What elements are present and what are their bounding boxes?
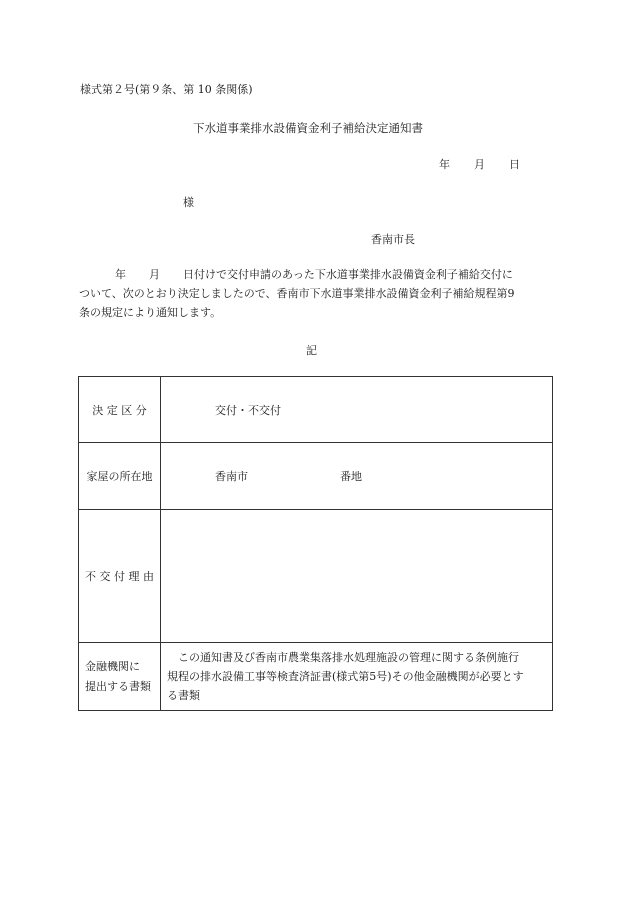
reason-value-cell <box>161 510 553 643</box>
location-city: 香南市 <box>215 470 248 483</box>
documents-label-cell <box>79 643 161 711</box>
date-day: 日 <box>509 158 520 171</box>
location-value-cell <box>161 443 553 510</box>
date-line <box>439 156 520 172</box>
body-text <box>79 265 552 322</box>
documents-line-1: この通知書及び香南市農業集落排水処理施設の管理に関する条例施行 <box>178 651 519 664</box>
body-month: 月 <box>149 268 160 281</box>
documents-line-2: 規程の排水設備工事等検査済証書(様式第5号)その他金融機関が必要とす <box>167 670 524 683</box>
location-label-cell <box>79 443 161 510</box>
date-year: 年 <box>439 158 450 171</box>
reason-label: 不 交 付 理 由 <box>85 570 154 583</box>
table-row-decision <box>79 377 553 443</box>
documents-line-3: る書類 <box>167 689 200 702</box>
form-number: 様式第２号(第９条、第 10 条関係) <box>80 83 253 96</box>
table-row-reason <box>79 510 553 643</box>
body-year: 年 <box>115 268 126 281</box>
body-line-2: ついて、次のとおり決定しましたので、香南市下水道事業排水設備資金利子補給規程第9 <box>79 287 515 300</box>
decision-value-cell <box>161 377 553 443</box>
documents-label-line-2: 提出する書類 <box>85 679 151 693</box>
location-suffix: 番地 <box>340 470 362 483</box>
location-label: 家屋の所在地 <box>86 470 153 483</box>
table-row-location <box>79 443 553 510</box>
date-month: 月 <box>474 158 485 171</box>
decision-value: 交付・不交付 <box>215 403 281 417</box>
table-row-documents <box>79 643 553 711</box>
document-title: 下水道事業排水設備資金利子補給決定通知書 <box>193 121 423 135</box>
issuer-name: 香南市長 <box>371 233 415 246</box>
decision-label: 決 定 区 分 <box>92 403 147 417</box>
body-line-1 <box>79 265 552 284</box>
addressee-suffix: 様 <box>183 196 194 209</box>
body-line-3: 条の規定により通知します。 <box>79 306 222 319</box>
documents-label-line-1: 金融機関に <box>85 659 140 673</box>
documents-value-cell <box>161 643 553 711</box>
body-line-1-rest: 日付けで交付申請のあった下水道事業排水設備資金利子補給交付に <box>183 268 513 281</box>
reason-label-cell <box>79 510 161 643</box>
decision-table <box>78 376 553 711</box>
note-mark: 記 <box>306 344 317 357</box>
decision-label-cell <box>79 377 161 443</box>
